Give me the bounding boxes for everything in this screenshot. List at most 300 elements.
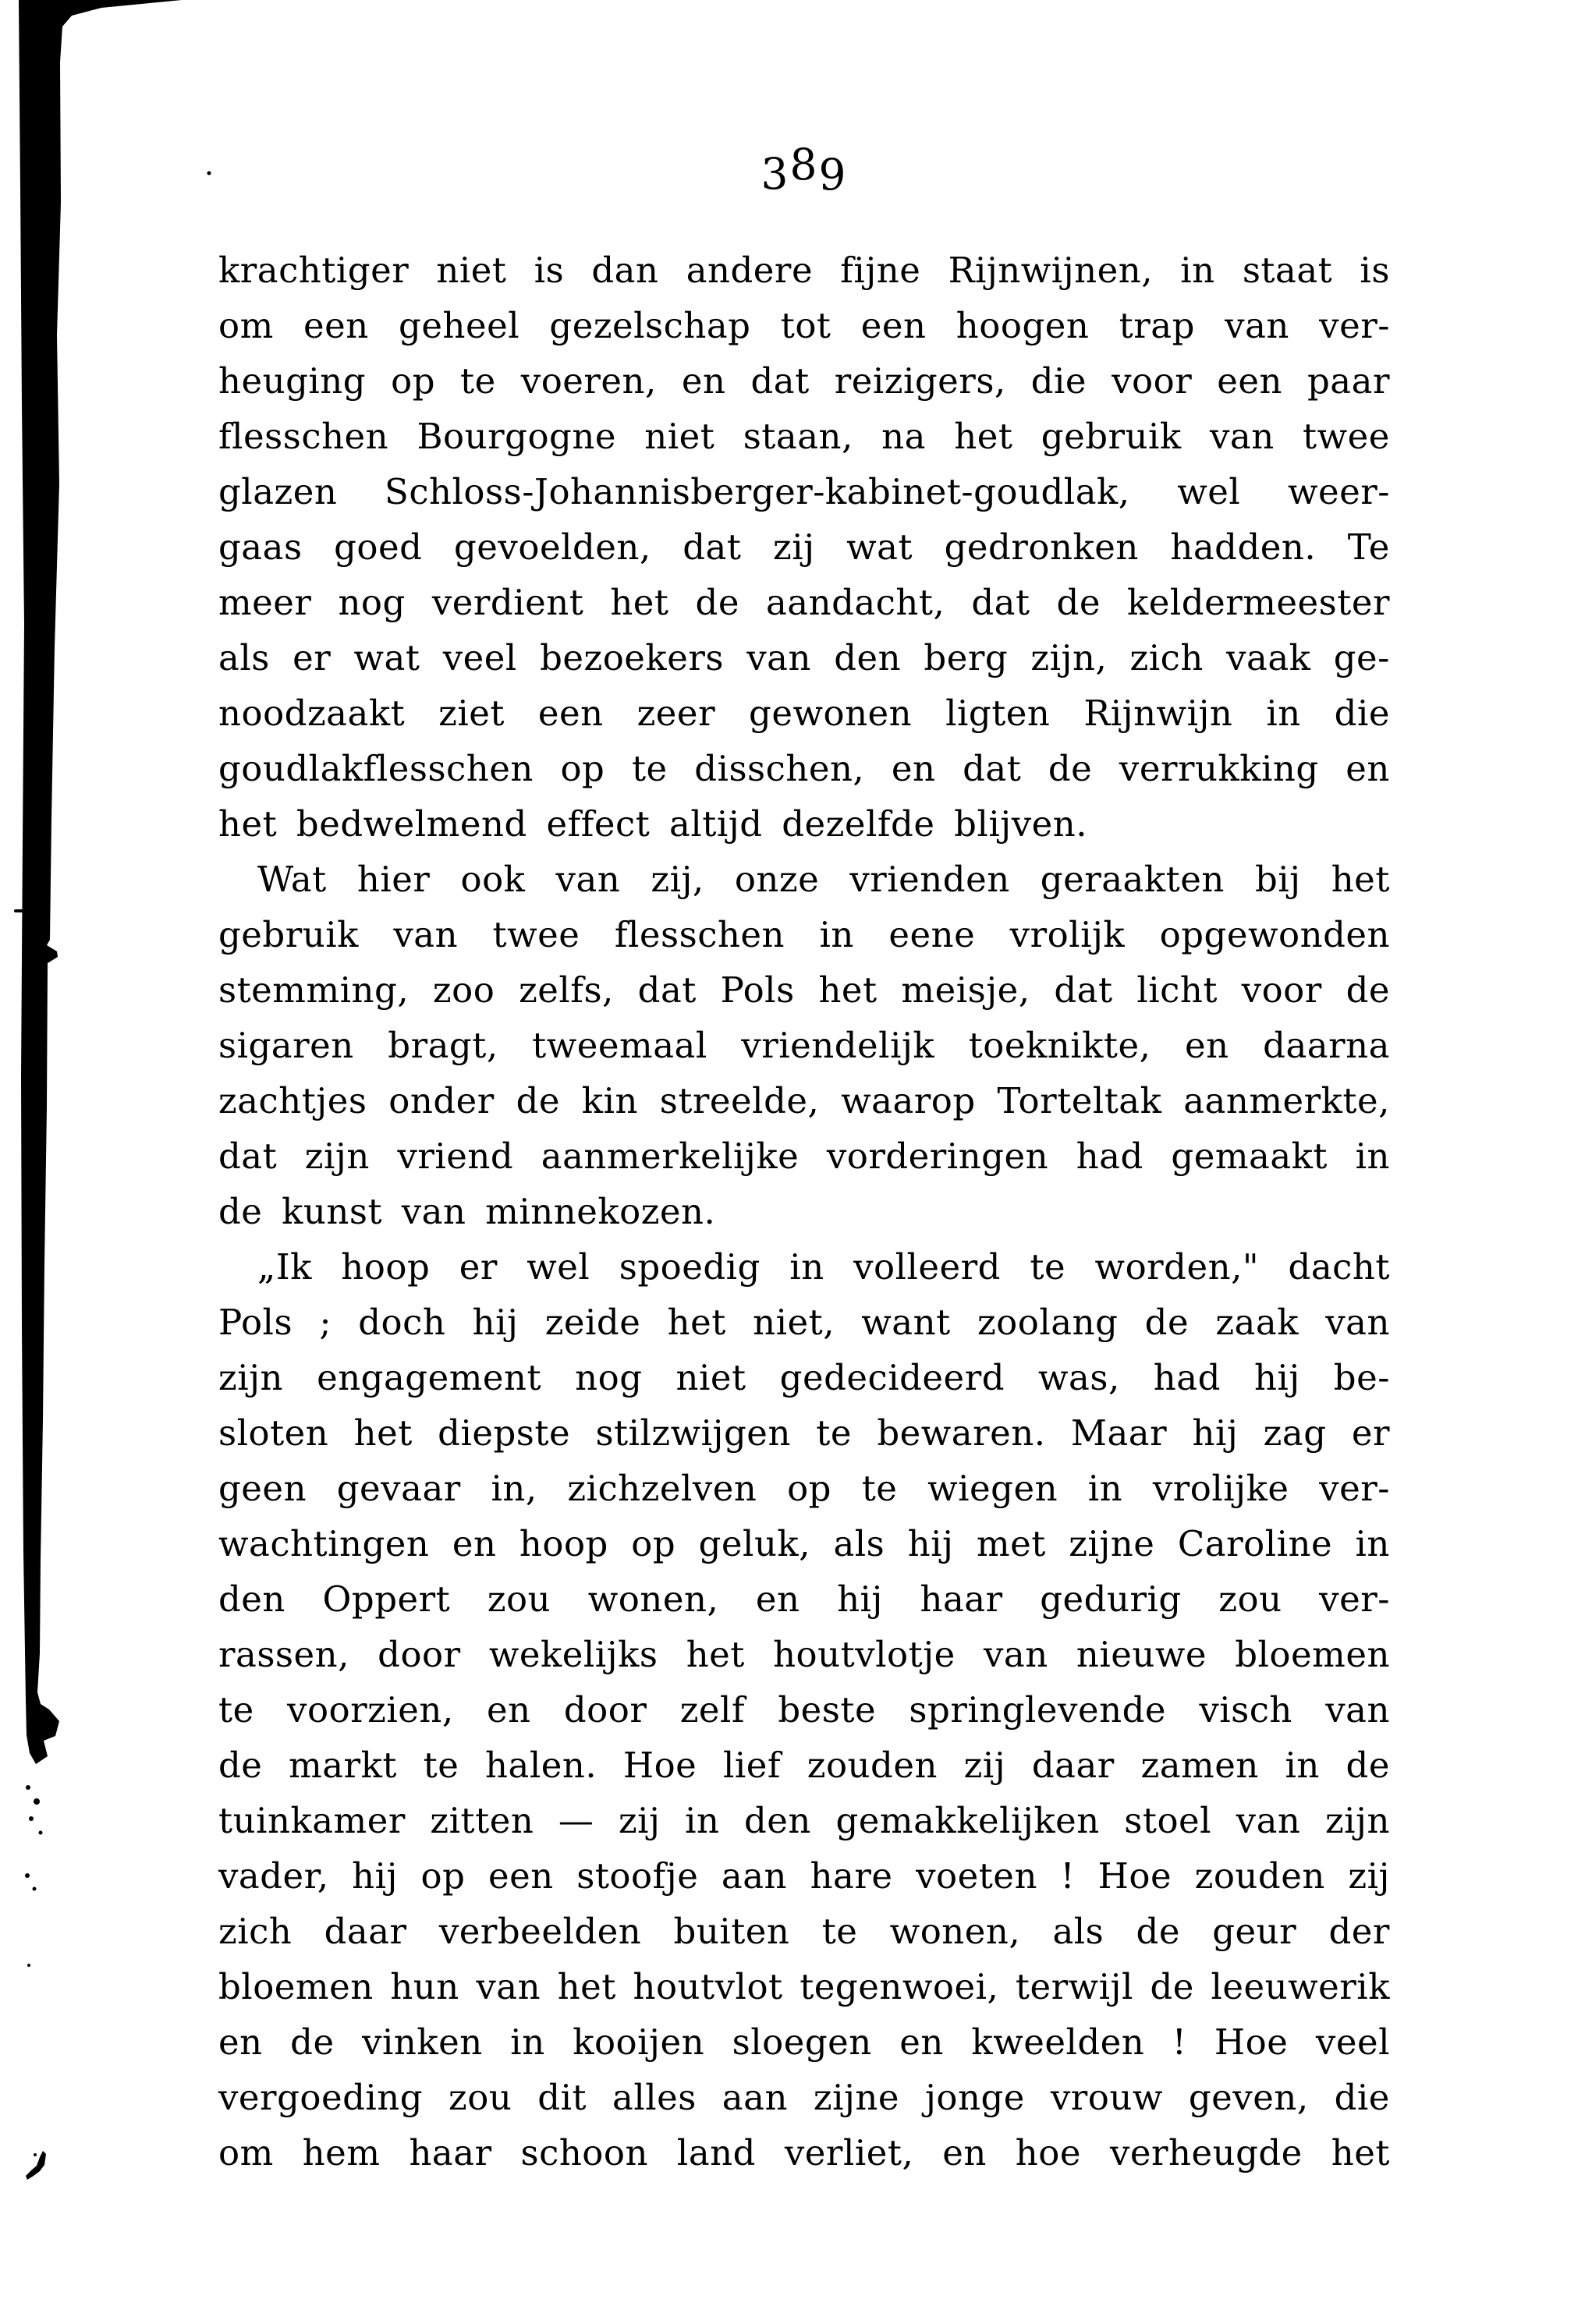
text-line — [218, 2125, 1390, 2181]
text-line — [218, 686, 1390, 741]
word: bij — [1254, 859, 1301, 900]
ink-speck — [29, 1816, 34, 1821]
word: de — [1346, 1745, 1390, 1786]
word: worden," — [1094, 1246, 1260, 1288]
word: gewonen — [749, 693, 913, 734]
word: in — [1355, 1523, 1390, 1564]
word: te — [816, 1412, 852, 1454]
text-line: de kunst van minnekozen. — [218, 1191, 716, 1232]
ink-speck — [207, 172, 211, 175]
word: die — [1334, 693, 1390, 734]
word: de — [218, 1745, 263, 1786]
word: vrienden — [849, 859, 1010, 900]
word: zij — [963, 1745, 1006, 1786]
word: leeuwerik — [1211, 1966, 1390, 2007]
word: zou — [1218, 1578, 1282, 1620]
word: Oppert — [322, 1578, 451, 1620]
text-line — [218, 852, 1390, 907]
word: wachtingen — [218, 1523, 430, 1564]
word: ver- — [1319, 1468, 1390, 1509]
word: Schloss-Johannisberger-kabinet-goudlak, — [385, 471, 1130, 512]
text-line — [218, 1738, 1390, 1793]
word: twee — [1303, 416, 1390, 457]
word: gedronken — [944, 526, 1139, 568]
word: daar — [1031, 1745, 1115, 1786]
word: en — [755, 1578, 800, 1620]
word: beste — [778, 1689, 877, 1731]
word: hij — [837, 1578, 883, 1620]
word: zeide — [544, 1302, 641, 1343]
word: van — [393, 914, 459, 955]
word: vrouw — [1050, 2077, 1163, 2118]
word: gemaakt — [1171, 1135, 1328, 1177]
word: in — [1285, 1745, 1320, 1786]
text-line — [218, 1682, 1390, 1738]
word: onze — [734, 859, 820, 900]
word: niet — [436, 250, 507, 291]
word: van — [555, 859, 621, 900]
word: niet — [644, 416, 715, 457]
word: den — [744, 1800, 811, 1841]
word: hoop — [341, 1246, 431, 1288]
word: op — [787, 1468, 831, 1509]
word: diepste — [438, 1412, 571, 1454]
word: den — [218, 1578, 285, 1620]
page-number-digit: 8 — [789, 140, 819, 190]
word: zijne — [1069, 1523, 1155, 1564]
text-line — [218, 409, 1390, 464]
word: het — [818, 969, 878, 1011]
text-line — [218, 907, 1390, 962]
word: sigaren — [218, 1025, 354, 1066]
word: Pols — [720, 969, 795, 1011]
word: bloemen — [1235, 1634, 1390, 1675]
word: vrolijk — [1009, 914, 1126, 955]
text-line — [218, 298, 1390, 353]
word: zachtjes — [218, 1080, 367, 1121]
word: aandacht, — [765, 582, 945, 623]
word: voeren, — [520, 360, 657, 402]
word: de — [1144, 1302, 1190, 1343]
word: gezelschap — [549, 305, 751, 346]
ink-speck — [26, 1785, 30, 1790]
word: bloemen — [218, 1966, 374, 2007]
word: en — [452, 1523, 497, 1564]
word: het — [954, 416, 1013, 457]
word: dat — [963, 748, 1022, 789]
word: disschen, — [694, 748, 865, 789]
word: zichzelven — [567, 1468, 757, 1509]
word: want — [861, 1302, 951, 1343]
page-number — [218, 140, 1390, 200]
word: niet, — [753, 1302, 835, 1343]
word: aan — [721, 1855, 788, 1897]
word: noodzaakt — [218, 693, 406, 734]
word: als — [1052, 1911, 1104, 1952]
word: is — [1360, 250, 1390, 291]
word: te — [423, 1745, 459, 1786]
word: gebruik — [1041, 416, 1182, 457]
word: de — [1150, 1966, 1194, 2007]
word: met — [976, 1523, 1046, 1564]
word: Wat — [257, 859, 327, 900]
word: geluk, — [698, 1523, 811, 1564]
word: geven, — [1188, 2077, 1309, 2118]
word: om — [218, 305, 274, 346]
word: waarop — [841, 1080, 976, 1121]
word: in — [685, 1800, 720, 1841]
word: tegenwoei, — [800, 1966, 999, 2007]
word: op — [631, 1523, 676, 1564]
word: te — [218, 1689, 254, 1731]
word: dat — [637, 969, 697, 1011]
gutter-bar-shape — [19, 0, 182, 1764]
word: een — [860, 305, 927, 346]
word: weer- — [1287, 471, 1390, 512]
word: wonen, — [889, 1911, 1021, 1952]
word: dan — [591, 250, 659, 291]
word: voorzien, — [287, 1689, 454, 1731]
word: voeten — [916, 1855, 1037, 1897]
word: en — [899, 2021, 944, 2063]
word: een — [303, 305, 369, 346]
word: is — [534, 250, 565, 291]
word: Caroline — [1177, 1523, 1333, 1564]
word: sloegen — [732, 2021, 872, 2063]
word: geen — [218, 1468, 307, 1509]
word: vriend — [397, 1135, 514, 1177]
word: ; — [319, 1302, 332, 1343]
word: het — [557, 1966, 616, 2007]
word: tot — [780, 305, 831, 346]
word: vader, — [218, 1855, 329, 1897]
text-line — [218, 1128, 1390, 1184]
word: en — [1346, 748, 1390, 789]
word: vorderingen — [826, 1135, 1049, 1177]
word: de — [1346, 969, 1390, 1011]
word: de — [695, 582, 739, 623]
text-line — [218, 575, 1390, 630]
word: zaak — [1215, 1302, 1299, 1343]
word: op — [391, 360, 436, 402]
word: het — [353, 1412, 413, 1454]
word: krachtiger — [218, 250, 410, 291]
word: flesschen — [614, 914, 785, 955]
word: „Ik — [257, 1246, 312, 1288]
word: te — [631, 748, 668, 789]
word: dat — [971, 582, 1030, 623]
word: zoolang — [977, 1302, 1119, 1343]
text-line — [218, 2070, 1390, 2125]
word: op — [420, 1855, 466, 1897]
word: te — [460, 360, 496, 402]
word: de — [516, 1080, 561, 1121]
word: meisje, — [901, 969, 1030, 1011]
word: hun — [390, 1966, 459, 2007]
text-line — [218, 1073, 1390, 1128]
word: houtvlotje — [773, 1634, 956, 1675]
word: Pols — [218, 1302, 293, 1343]
word: er — [459, 1246, 498, 1288]
word: onder — [388, 1080, 495, 1121]
word: te — [821, 1911, 858, 1952]
word: dat — [683, 526, 742, 568]
word: te — [1030, 1246, 1066, 1288]
word: dat — [750, 360, 810, 402]
word: Maar — [1070, 1412, 1168, 1454]
word: zelf — [679, 1689, 746, 1731]
word: niet — [675, 1357, 746, 1398]
word: Hoe — [1097, 1855, 1172, 1897]
word: markt — [289, 1745, 397, 1786]
word: geraakten — [1040, 859, 1225, 900]
word: be- — [1333, 1357, 1390, 1398]
word: meer — [218, 582, 312, 623]
word: er — [1351, 1412, 1390, 1454]
word: Hoe — [622, 1745, 697, 1786]
ink-speck — [33, 1887, 37, 1891]
word: fijne — [840, 250, 921, 291]
page-text — [218, 243, 1390, 2181]
word: volleerd — [853, 1246, 1001, 1288]
word: ! — [1172, 2021, 1187, 2063]
word: terwijl — [1015, 1966, 1133, 2007]
word: nog — [338, 582, 406, 623]
word: een — [488, 1855, 554, 1897]
word: van — [746, 637, 811, 678]
text-line — [218, 962, 1390, 1018]
word: zag — [1263, 1412, 1327, 1454]
word: als — [833, 1523, 885, 1564]
word: tweemaal — [532, 1025, 707, 1066]
word: vrolijke — [1152, 1468, 1289, 1509]
word: en — [218, 2021, 263, 2063]
word: zich — [1129, 637, 1204, 678]
word: goed — [334, 526, 423, 568]
word: springlevende — [909, 1689, 1167, 1731]
word: en — [486, 1689, 531, 1731]
word: jonge — [924, 2077, 1025, 2118]
word: zeer — [636, 693, 716, 734]
word: andere — [686, 250, 814, 291]
word: het — [1331, 2132, 1390, 2173]
word: stoel — [1124, 1800, 1212, 1841]
text-line — [218, 1516, 1390, 1571]
word: buiten — [673, 1911, 790, 1952]
word: in — [1355, 1135, 1390, 1177]
word: verheugde — [1109, 2132, 1303, 2173]
word: in — [789, 1246, 824, 1288]
margin-squiggle-mark — [26, 2151, 46, 2180]
word: zijn — [1324, 1800, 1390, 1841]
word: het — [667, 1302, 726, 1343]
text-line — [218, 630, 1390, 686]
word: en — [1184, 1025, 1229, 1066]
word: in, — [491, 1468, 537, 1509]
word: zitten — [430, 1800, 534, 1841]
word: visch — [1199, 1689, 1292, 1731]
word: er — [293, 637, 332, 678]
text-line — [218, 1461, 1390, 1516]
word: verdient — [431, 582, 584, 623]
word: gaas — [218, 526, 303, 568]
word: door — [563, 1689, 647, 1731]
word: wat — [353, 637, 420, 678]
word: een — [537, 693, 604, 734]
word: en — [942, 2132, 987, 2173]
word: door — [378, 1634, 461, 1675]
word: verliet, — [784, 2132, 914, 2173]
word: het — [1331, 859, 1390, 900]
word: dat — [1054, 969, 1113, 1011]
word: bezoekers — [540, 637, 724, 678]
word: Torteltak — [997, 1080, 1162, 1121]
text-line — [218, 1405, 1390, 1461]
word: zij, — [651, 859, 704, 900]
word: als — [218, 637, 270, 678]
text-line — [218, 1571, 1390, 1627]
word: zij — [773, 526, 815, 568]
word: nog — [575, 1357, 643, 1398]
word: paar — [1307, 360, 1390, 402]
word: zij — [618, 1800, 661, 1841]
word: na — [881, 416, 926, 457]
ink-speck — [34, 1798, 40, 1805]
word: houtvlot — [633, 1966, 783, 2007]
word: wel — [1177, 471, 1241, 512]
word: veel — [442, 637, 517, 678]
word: zamen — [1140, 1745, 1259, 1786]
page-number-digit: 3 — [761, 149, 790, 199]
text-line — [218, 1350, 1390, 1405]
word: streelde, — [659, 1080, 820, 1121]
word: in — [510, 2021, 545, 2063]
word: staat — [1242, 250, 1333, 291]
text-line — [218, 741, 1390, 796]
word: daarna — [1263, 1025, 1390, 1066]
word: die — [1334, 2077, 1390, 2118]
ink-speck — [39, 1831, 43, 1835]
word: zou — [487, 1578, 551, 1620]
word: Te — [1347, 526, 1390, 568]
ink-speck — [34, 2153, 37, 2156]
word: hij — [907, 1523, 954, 1564]
word: zich — [218, 1911, 293, 1952]
text-line — [218, 1018, 1390, 1073]
word: gevoelden, — [454, 526, 651, 568]
word: sloten — [218, 1412, 329, 1454]
word: vaak — [1226, 637, 1311, 678]
word: hem — [302, 2132, 381, 2173]
word: tuinkamer — [218, 1800, 406, 1841]
word: het — [610, 582, 669, 623]
page-number-digit: 9 — [818, 150, 848, 200]
word: hier — [356, 859, 431, 900]
word: in — [1180, 250, 1215, 291]
word: en — [891, 748, 936, 789]
word: goudlakflesschen — [218, 748, 534, 789]
word: land — [676, 2132, 756, 2173]
word: te — [861, 1468, 898, 1509]
word: in — [1266, 693, 1301, 734]
word: zou — [449, 2077, 512, 2118]
word: wekelijks — [488, 1634, 658, 1675]
word: had — [1153, 1357, 1221, 1398]
word: eene — [888, 914, 976, 955]
word: hoop — [519, 1523, 608, 1564]
word: toeknikte, — [968, 1025, 1151, 1066]
word: zelfs, — [519, 969, 614, 1011]
word: gedurig — [1040, 1578, 1182, 1620]
word: hij — [1253, 1357, 1300, 1398]
word: in — [819, 914, 854, 955]
word: opgewonden — [1159, 914, 1390, 955]
word: aanmerkte, — [1183, 1080, 1390, 1121]
text-line — [218, 1295, 1390, 1350]
word: een — [1217, 360, 1282, 402]
word: berg — [924, 637, 1009, 678]
word: bewaren. — [877, 1412, 1046, 1454]
word: rassen, — [218, 1634, 349, 1675]
word: nieuwe — [1076, 1634, 1207, 1675]
ink-speck — [25, 1873, 30, 1878]
word: vriendelijk — [741, 1025, 935, 1066]
word: bragt, — [388, 1025, 498, 1066]
word: haar — [920, 1578, 1003, 1620]
word: verrukking — [1119, 748, 1319, 789]
word: engagement — [317, 1357, 542, 1398]
word: stilzwijgen — [595, 1412, 791, 1454]
word: spoedig — [619, 1246, 761, 1288]
word: staan, — [743, 416, 853, 457]
word: ver- — [1319, 1578, 1390, 1620]
word: van — [1225, 305, 1289, 346]
word: heuging — [218, 360, 367, 402]
word: kooijen — [573, 2021, 705, 2063]
word: hij — [472, 1302, 519, 1343]
word: zijn — [218, 1357, 284, 1398]
word: schoon — [520, 2132, 648, 2173]
word: gebruik — [218, 914, 359, 955]
text-line — [218, 1904, 1390, 1959]
word: ver- — [1319, 305, 1390, 346]
word: halen. — [485, 1745, 597, 1786]
word: dacht — [1288, 1246, 1390, 1288]
word: keldermeester — [1126, 582, 1390, 623]
word: geheel — [399, 305, 520, 346]
word: twee — [492, 914, 580, 955]
word: het — [686, 1634, 745, 1675]
word: zouden — [1194, 1855, 1325, 1897]
text-line — [218, 519, 1390, 575]
word: wat — [846, 526, 913, 568]
word: de — [290, 2021, 335, 2063]
word: de — [1048, 748, 1093, 789]
word: veel — [1315, 2021, 1390, 2063]
text-line: het bedwelmend effect altijd dezelfde blijven. — [218, 803, 1088, 845]
word: hoe — [1015, 2132, 1081, 2173]
text-line — [218, 1239, 1390, 1295]
word: wiegen — [927, 1468, 1058, 1509]
word: vinken — [362, 2021, 483, 2063]
word: hadden. — [1170, 526, 1317, 568]
word: de — [1056, 582, 1101, 623]
word: zij — [1348, 1855, 1390, 1897]
word: dat — [218, 1135, 278, 1177]
word: van — [1236, 1800, 1301, 1841]
word: dit — [537, 2077, 587, 2118]
word: ge- — [1333, 637, 1390, 678]
